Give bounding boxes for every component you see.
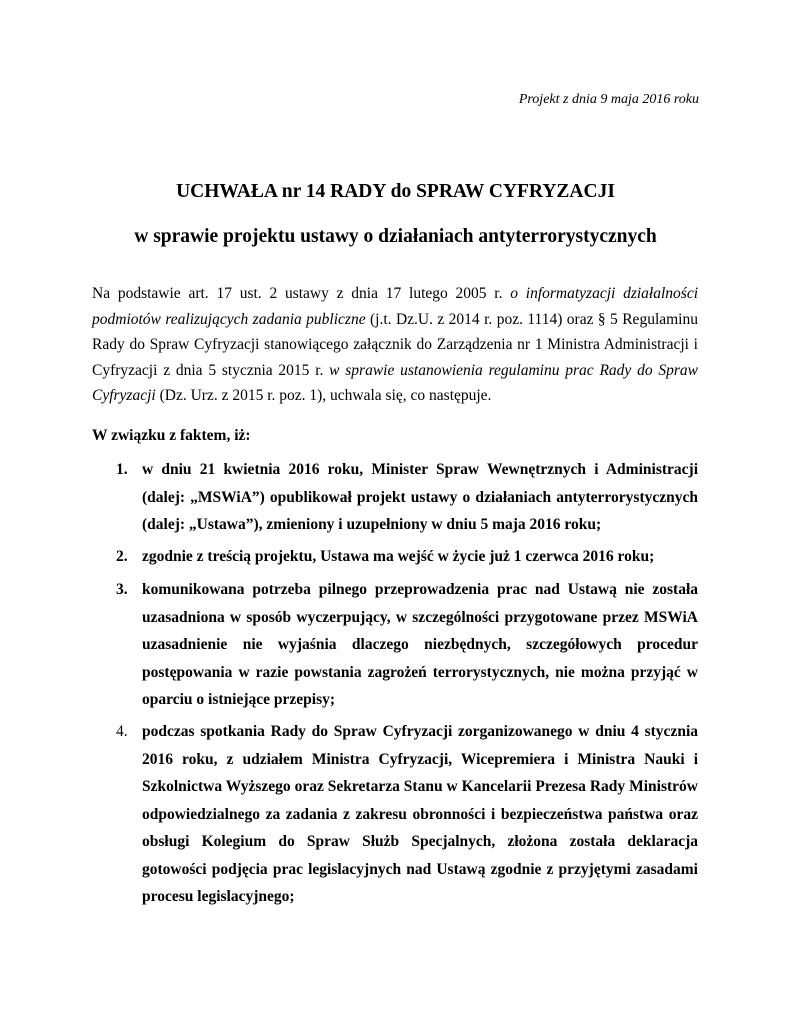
legal-basis-text-3: (Dz. Urz. z 2015 r. poz. 1), uchwala się, co następuje. [155,387,492,404]
resolution-subject: w sprawie projektu ustawy o działaniach antyterrorystycznych [134,226,657,247]
list-item [92,456,698,539]
legal-basis-text-2: (j.t. Dz.U. z 2014 r. poz. 1114) oraz § 5 Regulaminu Rady do Spraw Cyfryzacji stanowiącego załącznik do Zarządzenia nr 1 Ministra Administracji i Cyfryzacji z dnia 5 stycznia 2015 r. [92,310,698,379]
list-item [92,718,698,911]
legal-basis-text-1: Na podstawie art. 17 ust. 2 ustawy z dnia 17 lutego 2005 r. [92,285,511,302]
list-item-number: 2. [116,548,128,565]
legal-basis-act-title: o informatyzacji działalności podmiotów realizujących zadania publiczne [92,285,699,328]
list-item-number: 3. [116,581,128,598]
list-item-text: podczas spotkania Rady do Spraw Cyfryzacji zorganizowanego w dniu 4 stycznia 2016 roku, z udziałem Ministra Cyfryzacji, Wicepremiera i Ministra Nauki i Szkolnictwa Wyższego oraz Sekretarza Stanu w Kancelarii Prezesa Rady Ministrów odpowiedzialnego za zadania z zakresu obronności i bezpieczeństwa państwa oraz obsługi Kolegium do Spraw Służb Specjalnych, złożona została deklaracja gotowości podjęcia prac legislacyjnych nad Ustawą zgodnie z przyjętymi zasadami procesu legislacyjnego; [142,723,698,905]
list-item-number: 4. [116,723,128,740]
list-item-text: zgodnie z treścią projektu, Ustawa ma wejść w życie już 1 czerwca 2016 roku; [142,548,655,565]
list-item-text: w dniu 21 kwietnia 2016 roku, Minister Spraw Wewnętrznych i Administracji (dalej: „MSWiA”) opublikował projekt ustawy o działaniach antyterrorystycznych (dalej: „Ustawa”), zmieniony i uzupełniony w dniu 5 maja 2016 roku; [142,461,698,533]
list-item-number: 1. [116,461,128,478]
legal-basis-regulation-title: w sprawie ustanowienia regulaminu prac Rady do Spraw Cyfryzacji [92,361,698,404]
project-date-note: Projekt z dnia 9 maja 2016 roku [518,92,699,107]
list-item-text: komunikowana potrzeba pilnego przeprowadzenia prac nad Ustawą nie została uzasadniona w sposób wyczerpujący, w szczególności przygotowane przez MSWiA uzasadnienie nie wyjaśnia dlaczego niezbędnych, szczegółowych procedur postępowania w razie powstania zagrożeń terrorystycznych, nie można przyjąć w oparciu o istniejące przepisy; [142,581,698,708]
whereas-heading: W związku z faktem, iż: [92,427,251,444]
resolution-title: UCHWAŁA nr 14 RADY do SPRAW CYFRYZACJI [176,181,615,202]
list-item [92,576,698,714]
legal-basis-paragraph [92,281,698,409]
list-item [92,543,698,571]
